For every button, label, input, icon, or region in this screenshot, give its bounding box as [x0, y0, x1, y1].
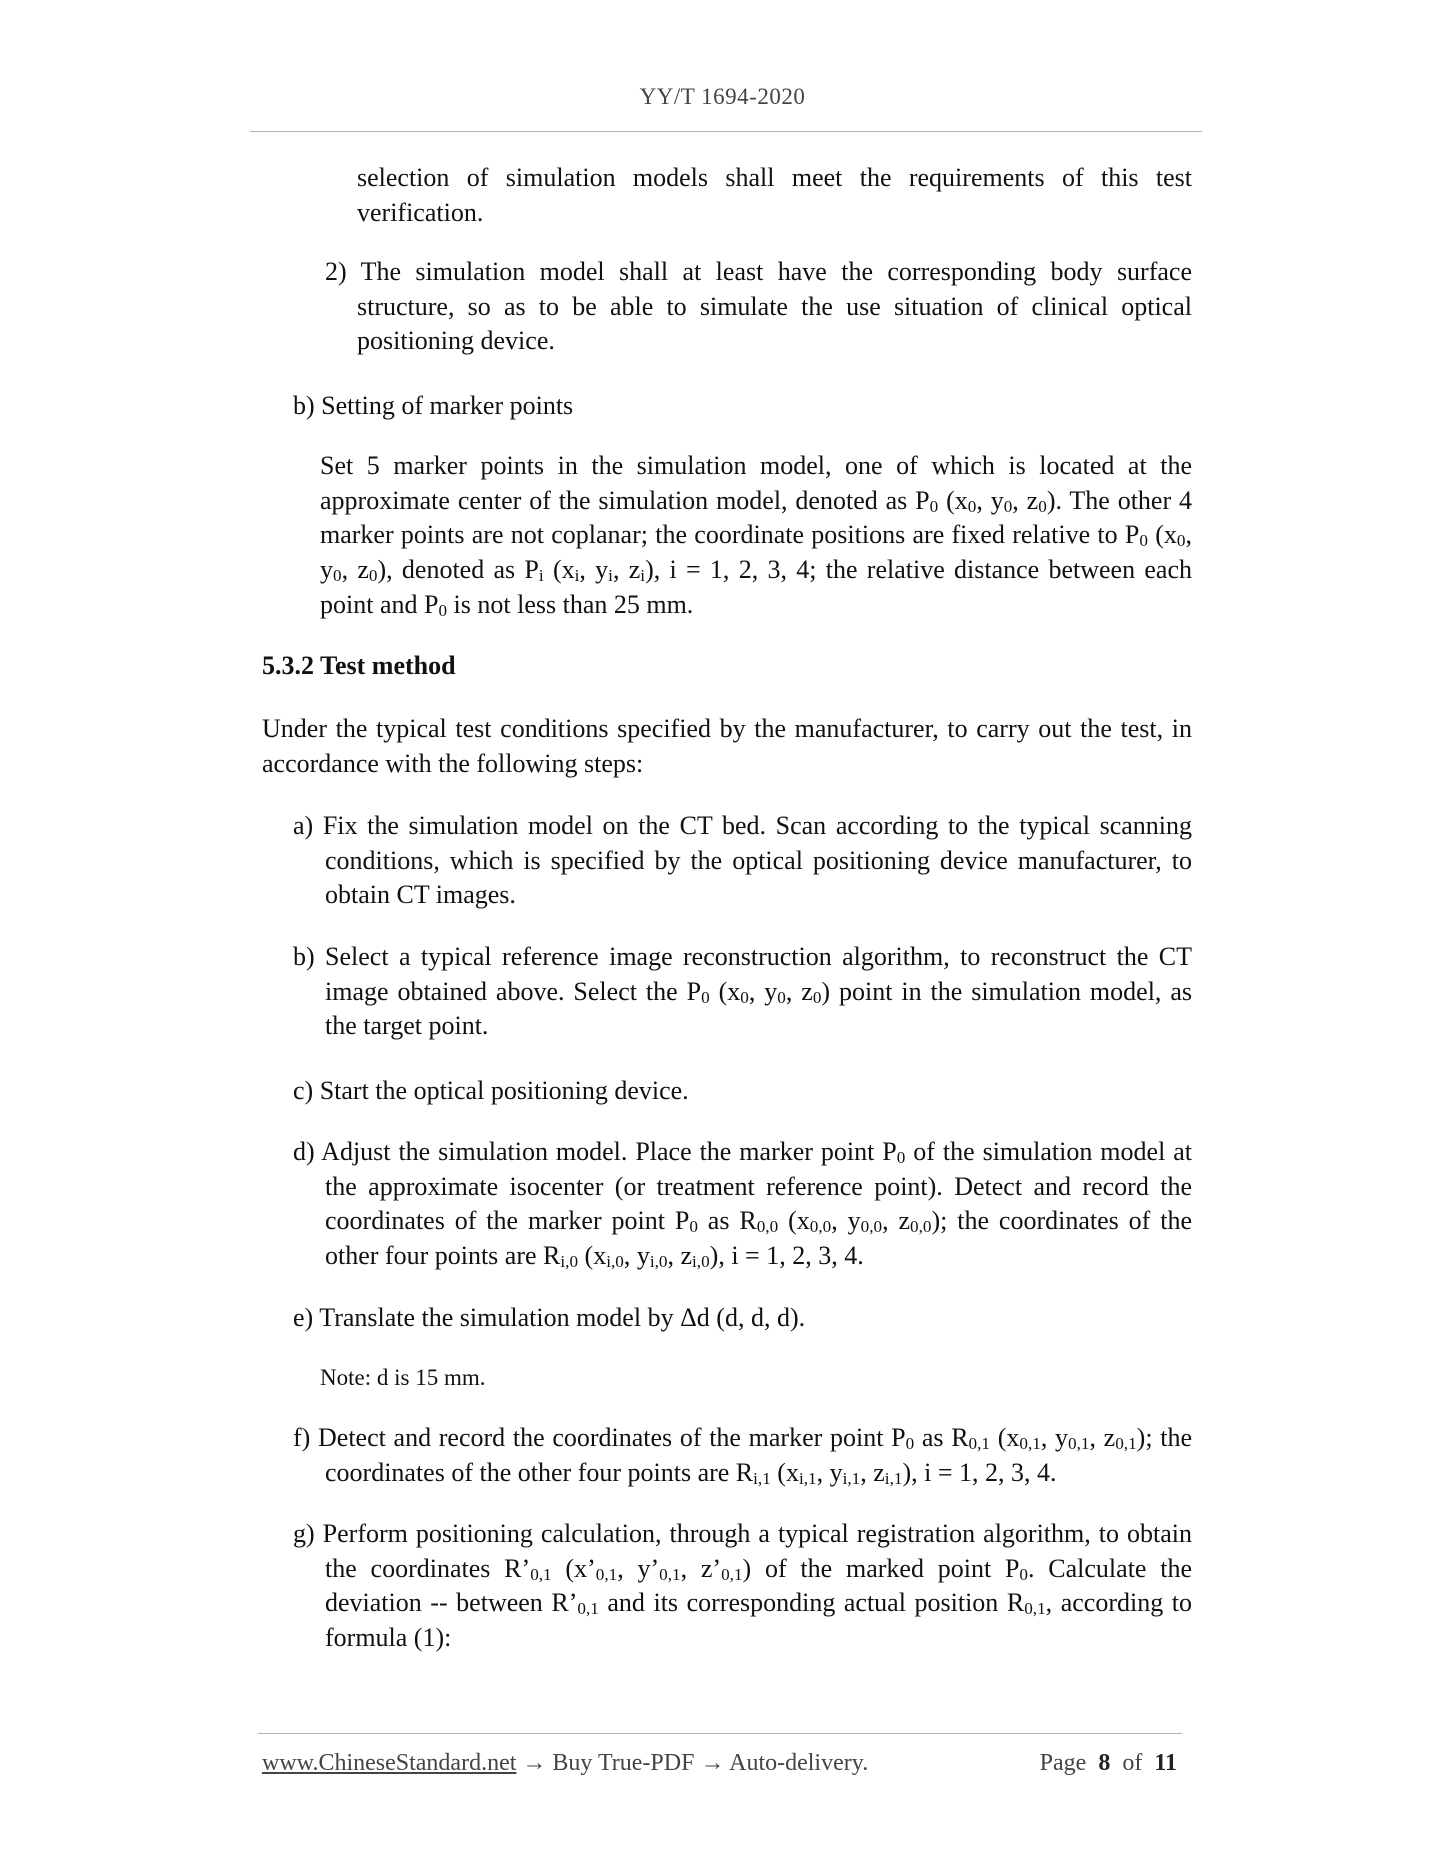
of-label: of — [1122, 1750, 1143, 1776]
text-run: , y — [623, 1241, 650, 1271]
text-run: (x — [1147, 520, 1177, 550]
text-run: . Calculate the deviation -- between R’ — [325, 1553, 1193, 1618]
text-run: , according to formula (1): — [325, 1588, 1192, 1653]
text-run: of the simulation model at the approximate isocenter (or treatment reference point). Detect and record the coordinates of the marker point P — [325, 1137, 1193, 1236]
subscript: 0 — [967, 496, 977, 516]
intro-paragraph: Under the typical test conditions specified by the manufacturer, to carry out the test, in accordance with the following steps: — [262, 714, 1192, 778]
text-run: (x — [990, 1423, 1020, 1452]
subscript: 0,1 — [530, 1564, 552, 1584]
subscript: 0,1 — [595, 1564, 618, 1584]
subscript: i — [538, 566, 544, 586]
step-a: a) Fix the simulation model on the CT bed. Scan according to the typical scanning conditions, which is specified by the optical positioning device manufacturer, to obtain CT images. — [293, 811, 1192, 910]
subscript: 0 — [812, 987, 822, 1007]
text-run: , z’ — [680, 1553, 722, 1583]
text-run: (x — [770, 1457, 799, 1487]
text-run: , z — [882, 1206, 911, 1236]
text-run: ), i = 1, 2, 3, 4. — [709, 1241, 864, 1271]
subscript: 0,1 — [1115, 1434, 1137, 1454]
step-f — [293, 1421, 1192, 1490]
text-run: b) Select a typical reference image reconstruction algorithm, to reconstruct the CT image obtained above. Select the P — [293, 942, 1192, 1006]
subscript: i,1 — [884, 1468, 903, 1488]
note: Note: d is 15 mm. — [320, 1365, 486, 1390]
subscript: i,1 — [798, 1468, 817, 1488]
subscript: 0 — [1038, 496, 1047, 516]
text-run: (x — [938, 485, 968, 515]
subscript: 0,0 — [809, 1217, 832, 1237]
text-run: ), denoted as P — [377, 555, 539, 585]
step-e: e) Translate the simulation model by Δd (d, d, d). — [293, 1303, 806, 1332]
text-run: ). The other 4 marker points are not coplanar; the coordinate positions are fixed relative to P — [320, 485, 1192, 550]
text-run: ) point in the simulation model, as the target point. — [325, 976, 1193, 1041]
text-run: g) Perform positioning calculation, through a typical registration algorithm, to obtain the coordinates R’ — [293, 1519, 1192, 1583]
text-run: ) of the marked point P — [742, 1553, 1020, 1583]
text-run: , z — [1089, 1423, 1116, 1452]
text-run: f) Detect and record the coordinates of the marker point P — [293, 1423, 906, 1452]
subscript: 0 — [905, 1434, 915, 1454]
page-indicator — [1040, 1750, 1177, 1777]
subscript: 0,1 — [1019, 1434, 1041, 1454]
subscript: 0,1 — [721, 1564, 743, 1584]
subscript: i,0 — [606, 1252, 624, 1272]
text-run: as R — [697, 1206, 757, 1236]
subscript: 0 — [1003, 496, 1013, 516]
footer-link[interactable]: www.ChineseStandard.net — [262, 1750, 517, 1776]
text-run: , z — [341, 555, 369, 585]
subscript: 0,0 — [910, 1217, 932, 1237]
step-b — [293, 940, 1192, 1044]
subscript: 0 — [333, 566, 342, 586]
subscript: i,0 — [692, 1252, 710, 1272]
text-run: is not less than 25 mm. — [447, 589, 694, 619]
section-title: 5.3.2 Test method — [262, 651, 456, 680]
text-run: d) Adjust the simulation model. Place the marker point P — [293, 1137, 897, 1166]
text-run: , z — [612, 555, 641, 585]
text-run: , z — [667, 1241, 693, 1271]
page-total: 11 — [1154, 1750, 1177, 1776]
text-run: (x’ — [551, 1553, 596, 1583]
text-run: ); the coordinates of the other four points are R — [325, 1206, 1193, 1271]
text-run: , y — [1040, 1423, 1069, 1452]
subscript: 0,1 — [1068, 1434, 1090, 1454]
text-run: and its corresponding actual position R — [598, 1588, 1025, 1618]
list-item-b-heading: b) Setting of marker points — [293, 391, 574, 420]
subscript: 0 — [1139, 531, 1148, 551]
subscript: 0 — [740, 987, 749, 1007]
text-run: , z — [1012, 485, 1039, 515]
text-run: ), i = 1, 2, 3, 4; the relative distance between each point and P — [320, 555, 1192, 619]
subscript: i,0 — [649, 1252, 668, 1272]
text-run: , y — [320, 520, 1192, 585]
text-run: , y — [831, 1206, 861, 1236]
subscript: 0 — [1019, 1564, 1028, 1584]
subscript: i,1 — [753, 1468, 771, 1488]
subscript: 0 — [689, 1217, 698, 1237]
subscript: i — [608, 566, 613, 586]
subscript: i,1 — [842, 1468, 861, 1488]
text-run: (x — [778, 1206, 810, 1236]
page-label: Page — [1039, 1750, 1087, 1776]
text-run: , y — [579, 555, 609, 585]
footer-rule — [258, 1733, 1182, 1734]
subscript: 0,1 — [659, 1564, 681, 1584]
footer-text: → Buy True-PDF → Auto-delivery. — [516, 1750, 869, 1776]
subscript: 0 — [896, 1148, 906, 1168]
text-run: , y — [976, 485, 1004, 515]
subscript: 0 — [1176, 531, 1186, 551]
text-run: , z — [860, 1457, 885, 1487]
text-run: , z — [785, 976, 813, 1006]
page-number: 8 — [1098, 1750, 1111, 1776]
list-item-2: 2) The simulation model shall at least have the corresponding body surface structure, so as to be able to simulate the use situation of clinical optical positioning device. — [325, 257, 1192, 356]
step-g — [293, 1517, 1192, 1656]
text-run: , y — [748, 976, 778, 1006]
step-d — [293, 1135, 1192, 1274]
subscript: 0 — [438, 600, 448, 620]
step-c: c) Start the optical positioning device. — [293, 1076, 689, 1105]
page-header: YY/T 1694-2020 — [639, 84, 806, 109]
text-run: as R — [914, 1423, 969, 1452]
subscript: i — [574, 566, 580, 586]
text-run: , y — [816, 1457, 843, 1487]
subscript: 0,1 — [968, 1434, 990, 1454]
subscript: 0,0 — [860, 1217, 883, 1237]
text-run: Set 5 marker points in the simulation model, one of which is located at the approximate center of the simulation model, denoted as P — [320, 451, 1192, 515]
header-rule — [250, 131, 1202, 132]
text-run: (x — [578, 1241, 607, 1271]
marker-points-paragraph — [320, 449, 1192, 623]
subscript: 0,0 — [756, 1217, 779, 1237]
subscript: 0,1 — [577, 1599, 599, 1619]
text-run: (x — [709, 976, 741, 1006]
subscript: 0 — [368, 566, 378, 586]
text-run: ); the coordinates of the other four points are R — [325, 1423, 1192, 1487]
subscript: 0 — [701, 987, 710, 1007]
subscript: i — [640, 566, 646, 586]
text-run: , y’ — [617, 1553, 660, 1583]
subscript: 0 — [777, 987, 786, 1007]
subscript: 0 — [929, 496, 939, 516]
subscript: 0,1 — [1024, 1599, 1046, 1619]
paragraph-continuation: selection of simulation models shall meet the requirements of this test verification. — [357, 163, 1192, 227]
text-run: ), i = 1, 2, 3, 4. — [902, 1457, 1057, 1487]
footer-left — [262, 1750, 868, 1777]
subscript: i,0 — [560, 1252, 579, 1272]
text-run: (x — [543, 555, 575, 585]
